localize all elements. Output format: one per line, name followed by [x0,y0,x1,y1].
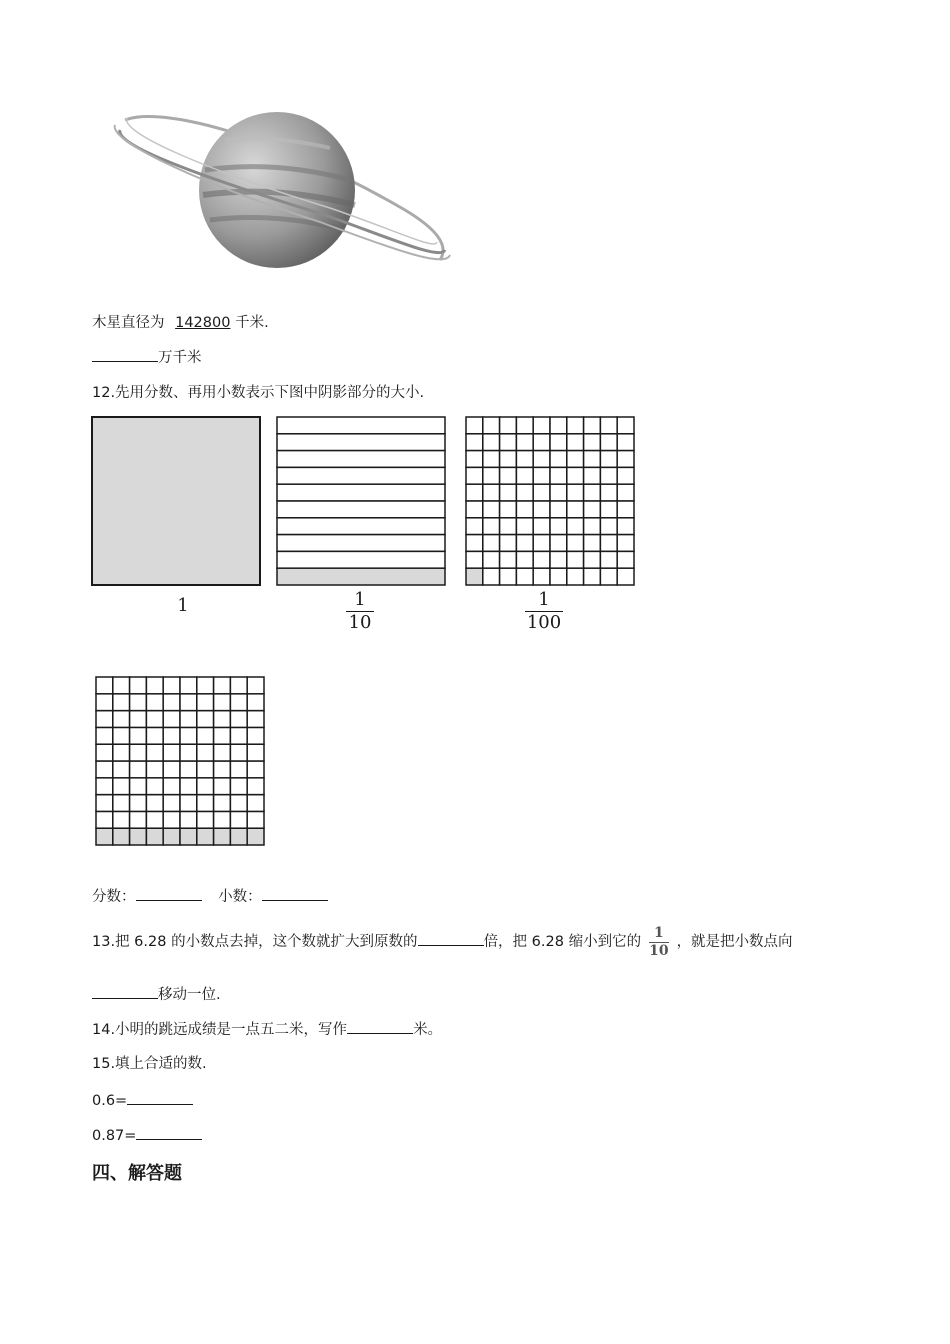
grid-cell [180,677,197,694]
hundredth-cell [567,451,584,468]
hundredth-cell [567,417,584,434]
hundredth-cell [466,451,483,468]
hundredth-cell [483,467,500,484]
q15-item-1: 0.6= [92,1090,193,1111]
hundredth-cell [533,467,550,484]
grid-cell [230,711,247,728]
grid-cell [197,811,214,828]
tenth-strip [277,535,445,552]
grid-cell [130,778,147,795]
hundredth-cell [500,434,517,451]
grid-cell [130,727,147,744]
hundredth-cell [500,417,517,434]
grid-cell [113,795,130,812]
grid-cell [163,711,180,728]
q11-statement [92,313,269,333]
grid-cell [247,778,264,795]
hundredth-cell [483,434,500,451]
hundredth-cell [584,568,601,585]
q11-label-prefix: 木星直径为 [92,315,165,331]
hundredth-cell [466,551,483,568]
grid-cell [197,727,214,744]
hundredth-cell [584,434,601,451]
hundredth-cell [567,501,584,518]
hundredth-cell [567,568,584,585]
grid-cell [96,677,113,694]
hundredth-cell [617,434,634,451]
hundredth-cell [584,484,601,501]
hundredth-cell [617,501,634,518]
grid-cell [113,811,130,828]
hundredth-cell [584,467,601,484]
hundredth-cell [500,484,517,501]
q13-blank-times[interactable] [418,931,484,946]
hundredth-cell [466,434,483,451]
grid-cell [214,694,231,711]
hundredth-cell [567,484,584,501]
grid-cell [247,744,264,761]
grid-cell [130,761,147,778]
q13-statement [92,925,793,959]
grid-cell [214,828,231,845]
grid-cell [180,744,197,761]
hundredth-cell [483,501,500,518]
hundredth-cell [516,568,533,585]
grid-cell [230,795,247,812]
hundredth-cell [567,535,584,552]
hundredth-cell [550,484,567,501]
grid-cell [247,711,264,728]
tenth-strip [277,551,445,568]
hundredth-cell [516,551,533,568]
grid-cell [146,677,163,694]
grid-cell [163,761,180,778]
q13-part1: 13.把 6.28 的小数点去掉，这个数就扩大到原数的 [92,934,418,950]
tenth-strip [277,434,445,451]
hundredth-cell [483,451,500,468]
grid-cell [247,694,264,711]
grid-cell [113,711,130,728]
hundredth-cell [617,551,634,568]
grid-cell [96,694,113,711]
q13-part3: ，就是把小数点向 [676,934,793,950]
q15-title: 15.填上合适的数. [92,1056,207,1072]
grid-cell [197,828,214,845]
grid-cell [163,811,180,828]
hundredth-cell [600,535,617,552]
hundredth-cell [516,451,533,468]
grid-cell [130,795,147,812]
hundredth-cell [466,568,483,585]
hundredth-cell [600,518,617,535]
hundredth-cell [584,451,601,468]
grid-cell [130,694,147,711]
hundredth-cell [533,484,550,501]
tenth-strip [277,518,445,535]
hundredth-cell [550,417,567,434]
hundredth-cell [533,417,550,434]
q13-part4: 移动一位. [158,987,221,1003]
grid-cell [230,677,247,694]
q12-decimal-blank[interactable] [262,886,328,901]
hundredth-cell [617,568,634,585]
hundredth-cell [500,535,517,552]
grid-cell [247,727,264,744]
hundredth-cell [533,568,550,585]
q11-answer-suffix: 万千米 [158,350,202,366]
grid-cell [197,694,214,711]
hundredth-cell [516,535,533,552]
q15-blank-2[interactable] [136,1125,202,1140]
hundredth-cell [584,417,601,434]
grid-cell [214,744,231,761]
grid-cell [230,744,247,761]
grid-cell [96,811,113,828]
hundredth-cell [466,518,483,535]
hundredth-cell [500,451,517,468]
grid-cell [146,711,163,728]
hundredth-cell [516,434,533,451]
hundredth-cell [550,467,567,484]
hundredth-cell [617,451,634,468]
grid-cell [214,711,231,728]
ref-hundredth-square [466,417,634,585]
grid-cell [214,811,231,828]
tenth-strip [277,451,445,468]
hundredth-cell [516,484,533,501]
grid-cell [197,744,214,761]
hundredth-cell [600,434,617,451]
ref-hundredth-fraction: 1 100 [526,589,562,633]
tenth-strip [277,484,445,501]
grid-cell [230,761,247,778]
q13-fraction: $\frac{1}{10}$ [649,924,669,959]
grid-cell [180,727,197,744]
hundredth-cell [567,551,584,568]
tenth-strip [277,501,445,518]
grid-cell [214,727,231,744]
hundredth-cell [584,501,601,518]
ref-whole-label: 1 [177,595,189,616]
hundredth-cell [617,467,634,484]
hundredth-cell [617,484,634,501]
ref-tenth-fraction: 1 10 [346,590,374,633]
grid-cell [163,828,180,845]
grid-cell [130,811,147,828]
hundredth-cell [617,417,634,434]
q11-answer-blank[interactable] [92,347,158,362]
hundredth-cell [500,518,517,535]
grid-cell [96,727,113,744]
hundredth-cell [617,518,634,535]
grid-cell [113,677,130,694]
grid-cell [214,761,231,778]
hundredth-cell [483,417,500,434]
grid-cell [180,795,197,812]
q14-blank[interactable] [347,1019,413,1034]
grid-cell [146,811,163,828]
grid-cell [130,677,147,694]
q12-answers [92,886,328,907]
grid-cell [247,811,264,828]
ref-whole-square [92,417,260,585]
grid-cell [146,694,163,711]
grid-cell [214,795,231,812]
hundredth-cell [533,551,550,568]
hundredth-cell [600,467,617,484]
q11-answer [92,347,202,368]
grid-cell [247,677,264,694]
grid-cell [163,778,180,795]
grid-cell [230,828,247,845]
hundredth-cell [600,451,617,468]
q12-title: 12.先用分数、再用小数表示下图中阴影部分的大小. [92,385,425,401]
grid-cell [214,677,231,694]
hundredth-cell [584,518,601,535]
hundredth-cell [483,535,500,552]
grid-cell [96,744,113,761]
grid-cell [96,828,113,845]
grid-cell [180,828,197,845]
grid-cell [163,727,180,744]
hundredth-cell [567,518,584,535]
grid-cell [247,795,264,812]
grid-cell [180,694,197,711]
q13-part2: 倍，把 6.28 缩小到它的 [483,934,642,950]
hundredth-cell [466,417,483,434]
grid-cell [113,778,130,795]
ref-tenth-square [277,417,445,585]
hundredth-cell [483,551,500,568]
grid-cell [230,778,247,795]
hundredth-cell [466,484,483,501]
hundredth-cell [584,551,601,568]
grid-cell [163,744,180,761]
grid-cell [163,677,180,694]
hundredth-cell [584,535,601,552]
hundredth-cell [550,551,567,568]
hundredth-cell [533,518,550,535]
grid-cell [230,727,247,744]
hundredth-cell [500,568,517,585]
hundredth-cell [516,467,533,484]
hundredth-cell [533,501,550,518]
hundredth-cell [600,417,617,434]
q11-unit: 千米. [235,315,269,331]
hundredth-cell [550,501,567,518]
grid-cell [247,828,264,845]
q12-question-grid [92,673,272,851]
grid-cell [180,761,197,778]
q12-fraction-label: 分数： [92,889,136,905]
q14-suffix: 米。 [413,1022,443,1038]
grid-cell [96,711,113,728]
hundredth-cell [483,518,500,535]
hundredth-cell [466,535,483,552]
hundredth-cell [600,568,617,585]
q15-item-2: 0.87= [92,1125,202,1146]
grid-cell [197,677,214,694]
q11-diameter-value: 142800 [175,315,231,331]
q13-blank-direction[interactable] [92,984,158,999]
hundredth-cell [500,467,517,484]
q14-statement [92,1019,442,1040]
tenth-strip [277,568,445,585]
hundredth-cell [550,434,567,451]
grid-cell [130,711,147,728]
hundredth-cell [600,501,617,518]
grid-cell [130,744,147,761]
grid-cell [197,711,214,728]
grid-cell [96,778,113,795]
hundredth-cell [516,501,533,518]
q15-blank-1[interactable] [127,1090,193,1105]
hundredth-cell [516,417,533,434]
hundredth-cell [567,467,584,484]
q12-decimal-label: 小数： [218,889,262,905]
grid-cell [113,828,130,845]
hundredth-cell [533,451,550,468]
grid-cell [146,828,163,845]
hundredth-cell [466,501,483,518]
hundredth-cell [550,518,567,535]
hundredth-cell [600,484,617,501]
tenth-strip [277,417,445,434]
grid-cell [230,694,247,711]
hundredth-cell [550,535,567,552]
grid-cell [96,761,113,778]
hundredth-cell [483,484,500,501]
section-4-heading: 四、解答题 [92,1163,182,1184]
grid-cell [197,761,214,778]
hundredth-cell [500,551,517,568]
grid-cell [146,761,163,778]
grid-cell [247,761,264,778]
grid-cell [180,711,197,728]
grid-cell [130,828,147,845]
hundredth-cell [516,518,533,535]
hundredth-cell [500,501,517,518]
grid-cell [113,744,130,761]
hundredth-cell [533,434,550,451]
hundredth-cell [466,467,483,484]
grid-cell [113,694,130,711]
grid-cell [113,761,130,778]
grid-cell [163,694,180,711]
grid-cell [146,744,163,761]
hundredth-cell [600,551,617,568]
grid-cell [146,778,163,795]
hundredth-cell [483,568,500,585]
grid-cell [146,727,163,744]
grid-cell [113,727,130,744]
q13-continued [92,984,221,1005]
grid-cell [197,795,214,812]
jupiter-illustration [105,100,455,275]
hundredth-cell [567,434,584,451]
grid-cell [180,811,197,828]
hundredth-cell [533,535,550,552]
hundredth-cell [550,451,567,468]
grid-cell [197,778,214,795]
hundredth-cell [617,535,634,552]
grid-cell [146,795,163,812]
grid-cell [163,795,180,812]
grid-cell [230,811,247,828]
tenth-strip [277,467,445,484]
q12-reference-figures [88,412,648,592]
q12-fraction-blank[interactable] [136,886,202,901]
q14-prefix: 14.小明的跳远成绩是一点五二米，写作 [92,1022,348,1038]
grid-cell [180,778,197,795]
grid-cell [96,795,113,812]
hundredth-cell [550,568,567,585]
grid-cell [214,778,231,795]
